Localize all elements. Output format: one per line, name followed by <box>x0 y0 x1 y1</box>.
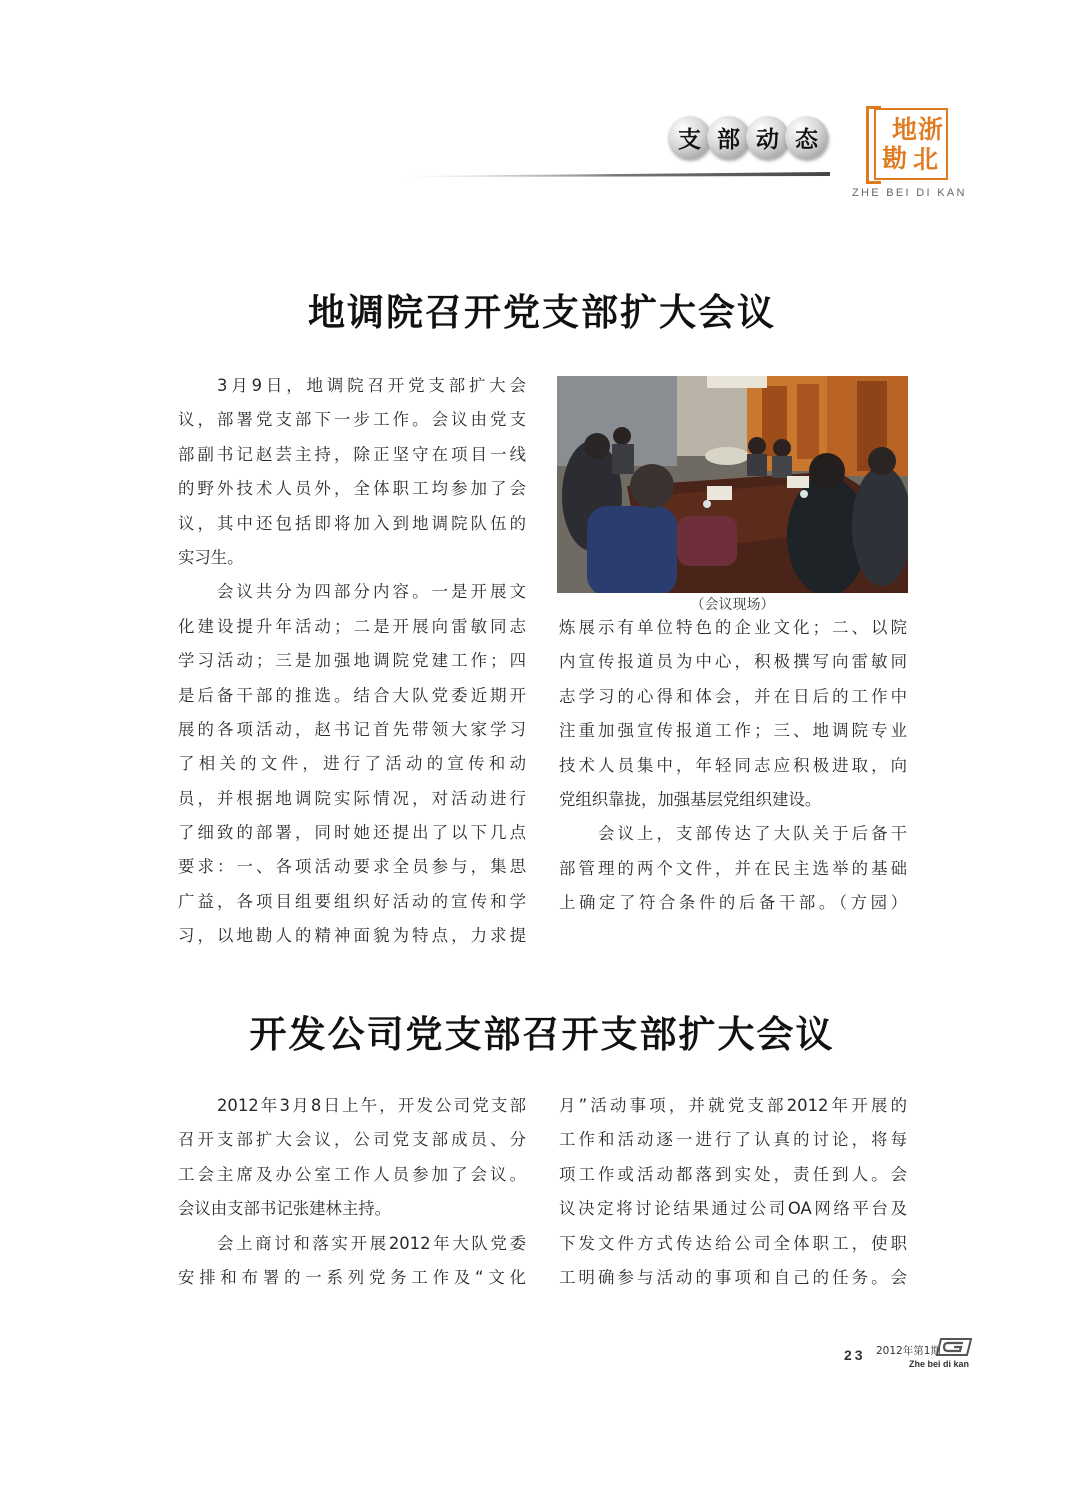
text-line: 议，其中还包括即将加入到地调院队伍的 <box>178 513 526 533</box>
text-line: 要求：一、各项活动要求全员参与，集思 <box>178 857 526 877</box>
logo-char: 地 <box>892 115 918 144</box>
text-line: 部副书记赵芸主持，除正坚守在项目一线 <box>178 444 526 464</box>
section-label <box>668 116 824 159</box>
article2-column1 <box>178 1089 526 1295</box>
text-line: 习，以地勘人的精神面貌为特点，力求提 <box>178 926 526 946</box>
section-char: 动 <box>746 116 789 159</box>
text-line: 会上商讨和落实开展2012年大队党委 <box>217 1233 526 1253</box>
logo-char: 勘 <box>882 144 908 173</box>
text-line: 化建设提升年活动；二是开展向雷敏同志 <box>178 616 526 636</box>
text-line: 工作和活动逐一进行了认真的讨论，将每 <box>559 1130 907 1150</box>
section-char: 部 <box>707 116 750 159</box>
article1-column1 <box>178 369 526 954</box>
text-line: 3月9日，地调院召开党支部扩大会 <box>217 376 526 395</box>
text-line: 展的各项活动，赵书记首先带领大家学习 <box>178 719 526 739</box>
text-line: 广益，各项目组要组织好活动的宣传和学 <box>178 891 526 911</box>
text-line: 议，部署党支部下一步工作。会议由党支 <box>178 410 526 430</box>
magazine-pinyin: ZHE BEI DI KAN <box>852 187 967 199</box>
text-line: 的野外技术人员外，全体职工均参加了会 <box>178 479 526 499</box>
meeting-photo <box>557 376 908 593</box>
text-line: 注重加强宣传报道工作；三、地调院专业 <box>559 721 907 741</box>
text-line: 是后备干部的推选。结合大队党委近期开 <box>178 685 526 705</box>
header-rule <box>405 168 830 182</box>
magazine-logo <box>874 108 948 180</box>
text-line: 部管理的两个文件，并在民主选举的基础 <box>559 858 907 878</box>
section-char: 支 <box>668 116 711 159</box>
text-line: 会议上，支部传达了大队关于后备干 <box>598 824 907 844</box>
article1-title: 地调院召开党支部扩大会议 <box>308 290 776 334</box>
text-line: 2012年3月8日上午，开发公司党支部 <box>217 1096 526 1115</box>
article2-column2 <box>559 1089 907 1295</box>
text-line: 员，并根据地调院实际情况，对活动进行 <box>178 788 526 808</box>
text-line: 党组织靠拢，加强基层党组织建设。 <box>559 789 822 809</box>
page-number: 23 <box>844 1347 866 1363</box>
text-line: 议决定将讨论结果通过公司OA网络平台及 <box>559 1199 907 1219</box>
magazine-g-logo <box>935 1336 975 1358</box>
text-line: 技术人员集中，年轻同志应积极进取，向 <box>559 755 907 775</box>
text-line: 安排和布署的一系列党务工作及“文化 <box>178 1267 526 1287</box>
text-line: 学习活动；三是加强地调院党建工作；四 <box>178 651 526 671</box>
text-line: 上确定了符合条件的后备干部。（方园） <box>559 893 907 913</box>
photo-caption: （会议现场） <box>690 597 775 613</box>
text-line: 炼展示有单位特色的企业文化；二、以院 <box>559 618 907 637</box>
text-line: 月”活动事项，并就党支部2012年开展的 <box>559 1096 907 1115</box>
text-line: 会议共分为四部分内容。一是开展文 <box>217 582 526 602</box>
logo-char: 北 <box>913 145 939 174</box>
text-line: 召开支部扩大会议，公司党支部成员、分 <box>178 1130 526 1150</box>
text-line: 项工作或活动都落到实处，责任到人。会 <box>559 1164 907 1184</box>
text-line: 志学习的心得和体会，并在日后的工作中 <box>559 686 907 706</box>
article1-column2 <box>559 611 907 921</box>
text-line: 了细致的部署，同时她还提出了以下几点 <box>178 823 526 843</box>
text-line: 了相关的文件，进行了活动的宣传和动 <box>178 754 526 774</box>
section-char: 态 <box>785 116 828 159</box>
magazine-name: Zhe bei di kan <box>909 1359 970 1369</box>
logo-char: 浙 <box>918 115 944 144</box>
text-line: 下发文件方式传达给公司全体职工，使职 <box>559 1233 907 1253</box>
text-line: 内宣传报道员为中心，积极撰写向雷敏同 <box>559 652 907 672</box>
issue-label: 2012年第1期 <box>876 1345 941 1357</box>
article2-title: 开发公司党支部召开支部扩大会议 <box>249 1012 835 1056</box>
text-line: 工会主席及办公室工作人员参加了会议。 <box>178 1164 526 1184</box>
text-line: 会议由支部书记张建林主持。 <box>178 1199 392 1219</box>
text-line: 实习生。 <box>178 547 244 567</box>
text-line: 工明确参与活动的事项和自己的任务。会 <box>559 1267 907 1287</box>
